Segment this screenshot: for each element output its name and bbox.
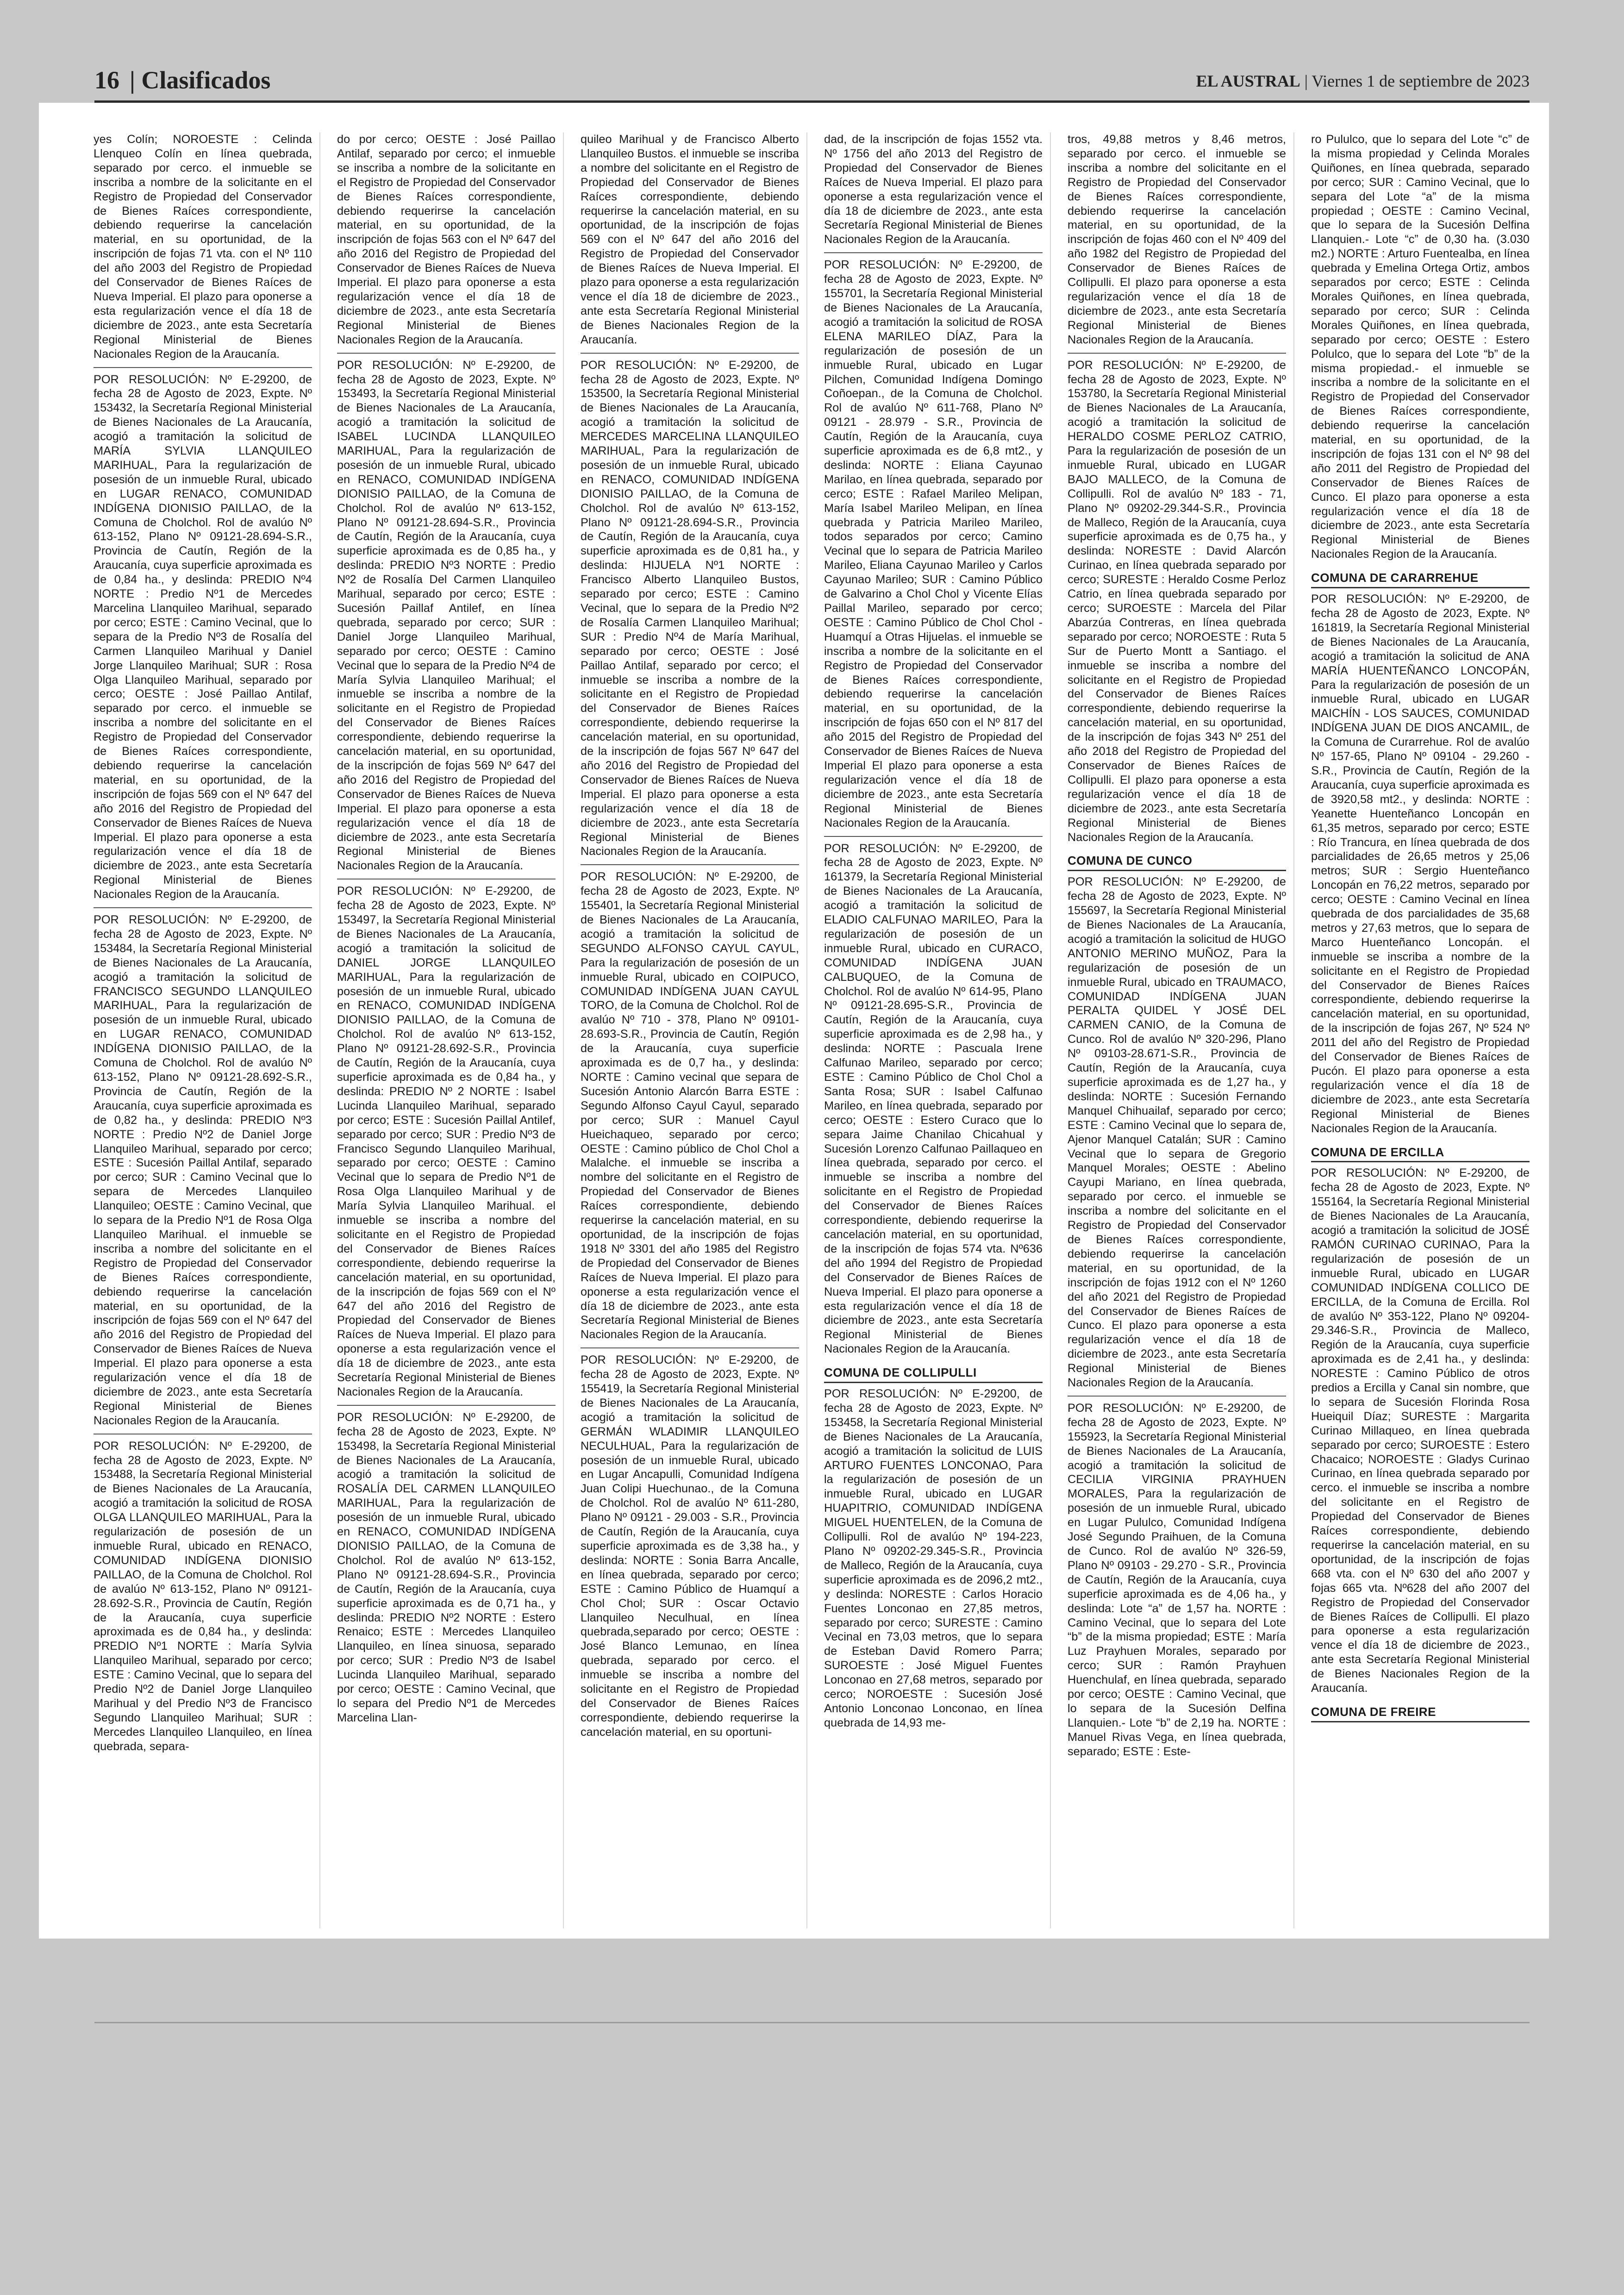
- classifieds-page: [39, 103, 1549, 1939]
- legal-notice: tros, 49,88 metros y 8,46 metros, separado por cerco. el inmueble se inscriba a nombre del solicitante en el Registro de Propiedad del Conservador de Bienes Raíces correspondiente, debiendo requerirse la cancelación material, en su oportunidad, de la inscripción de fojas 460 con el Nº 409 del año 1982 del Registro de Propiedad del Conservador de Bienes Raíces de Collipulli. El plazo para oponerse a esta regularización vence el día 18 de diciembre de 2023., ante esta Secretaría Regional Ministerial de Bienes Nacionales Region de la Araucanía.: [1068, 133, 1286, 346]
- column-6: [1311, 132, 1530, 1928]
- newspaper-name: EL AUSTRAL: [1196, 72, 1300, 90]
- legal-notice: POR RESOLUCIÓN: Nº E-29200, de fecha 28 de Agosto de 2023, Expte. Nº 155701, la Secretaría Regional Ministerial de Bienes Nacionales de La Araucanía, acogió a tramitación la solicitud de ROSA ELENA MARILEO DÍAZ, Para la regularización de posesión de un inmueble Rural, ubicado en Lugar Pilchen, Comunidad Indígena Domingo Coñoepan., de la Comuna de Cholchol. Rol de avalúo Nº 611-768, Plano Nº 09121 - 28.979 - S.R., Provincia de Cautín, Región de la Araucanía, cuya superficie aproximada es de 6,8 mt2., y deslinda: NORTE : Eliana Cayunao Marilao, en línea quebrada, separado por cerco; ESTE : Rafael Marileo Melipan, María Isabel Marileo Melipan, en línea quebrada y Patricia Marileo Marileo, todos separados por cerco; Camino Vecinal que lo separa de Patricia Marileo Marileo, Eliana Cayunao Marileo y Carlos Cayunao Marileo; SUR : Camino Público de Galvarino a Chol Chol y Vicente Elías Paillal Marileo, separado por cerco; OESTE : Camino Público de Chol Chol - Huamquí a Otras Hijuelas. el inmueble se inscriba a nombre de la solicitante en el Registro de Propiedad del Conservador de Bienes Raíces correspondiente, debiendo requerirse la cancelación material, en su oportunidad, de la inscripción de fojas 650 con el Nº 817 del año 2015 del Registro de Propiedad del Conservador de Bienes Raíces de Nueva Imperial El plazo para oponerse a esta regularización vence el día 18 de diciembre de 2023., ante esta Secretaría Regional Ministerial de Bienes Nacionales Region de la Araucanía.: [824, 258, 1043, 829]
- column-4: [824, 132, 1043, 1928]
- column-3: [581, 132, 799, 1928]
- legal-notice: POR RESOLUCIÓN: Nº E-29200, de fecha 28 de Agosto de 2023, Expte. Nº 153458, la Secretaría Regional Ministerial de Bienes Nacionales de La Araucanía, acogió a tramitación la solicitud de LUIS ARTURO FUENTES LONCONAO, Para la regularización de posesión de un inmueble Rural, ubicado en LUGAR HUAPITRIO, COMUNIDAD INDÍGENA MIGUEL HUENTELEN, de la Comuna de Collipulli. Rol de avalúo Nº 194-223, Plano Nº 09202-29.345-S.R., Provincia de Malleco, Región de la Araucanía, cuya superficie aproximada es de 2096,2 mt2., y deslinda: NORESTE : Carlos Horacio Fuentes Lonconao en 27,85 metros, separado por cerco; SURESTE : Camino Vecinal en 73,03 metros, que lo separa de Esteban David Romero Parra; SUROESTE : José Miguel Fuentes Lonconao en 27,68 metros, separado por cerco; NOROESTE : Sucesión José Antonio Lonconao Lonconao, en línea quebrada de 14,93 me-: [824, 1387, 1043, 1729]
- legal-notice: POR RESOLUCIÓN: Nº E-29200, de fecha 28 de Agosto de 2023, Expte. Nº 153432, la Secretaría Regional Ministerial de Bienes Nacionales de La Araucanía, acogió a tramitación la solicitud de MARÍA SYLVIA LLANQUILEO MARIHUAL, Para la regularización de posesión de un inmueble Rural, ubicado en LUGAR RENACO, COMUNIDAD INDÍGENA DIONISIO PAILLAO, de la Comuna de Cholchol. Rol de avalúo Nº 613-152, Plano Nº 09121-28.694-S.R., Provincia de Cautín, Región de la Araucanía, cuya superficie aproximada es de 0,84 ha., y deslinda: PREDIO Nº4 NORTE : Predio Nº1 de Mercedes Marcelina Llanquileo Marihual, separado por cerco; ESTE : Camino Vecinal, que lo separa de la Predio Nº3 de Rosalía del Carmen Llanquileo Marihual y Daniel Jorge Llanquileo Marihual; SUR : Rosa Olga Llanquileo Marihual, separado por cerco; OESTE : José Paillao Antilaf, separado por cerco. el inmueble se inscriba a nombre del solicitante en el Registro de Propiedad del Conservador de Bienes Raíces correspondiente, debiendo requerirse la cancelación material, en su oportunidad, de la inscripción de fojas 569 con el Nº 647 del año 2016 del Registro de Propiedad del Conservador de Bienes Raíces de Nueva Imperial. El plazo para oponerse a esta regularización vence el día 18 de diciembre de 2023., ante esta Secretaría Regional Ministerial de Bienes Nacionales Region de la Araucanía.: [94, 373, 312, 901]
- legal-notice: POR RESOLUCIÓN: Nº E-29200, de fecha 28 de Agosto de 2023, Expte. Nº 153484, la Secretaría Regional Ministerial de Bienes Nacionales de La Araucanía, acogió a tramitación la solicitud de FRANCISCO SEGUNDO LLANQUILEO MARIHUAL, Para la regularización de posesión de un inmueble Rural, ubicado en LUGAR RENACO, COMUNIDAD INDÍGENA DIONISIO PAILLAO, de la Comuna de Cholchol. Rol de avalúo Nº 613-152, Plano Nº 09121-28.692-S.R., Provincia de Cautín, Región de la Araucanía, cuya superficie aproximada es de 0,82 ha., y deslinda: PREDIO Nº3 NORTE : Predio Nº2 de Daniel Jorge Llanquileo Marihual, separado por cerco; ESTE : Sucesión Paillal Antilaf, separado por cerco; SUR : Camino Vecinal que lo separa de Mercedes Llanquileo Llanquileo; OESTE : Camino Vecinal, que lo separa de la Predio Nº1 de Rosa Olga Llanquileo Marihual. el inmueble se inscriba a nombre del solicitante en el Registro de Propiedad del Conservador de Bienes Raíces correspondiente, debiendo requerirse la cancelación material, en su oportunidad, de la inscripción de fojas 569 con el Nº 647 del año 2016 del Registro de Propiedad del Conservador de Bienes Raíces de Nueva Imperial. El plazo para oponerse a esta regularización vence el día 18 de diciembre de 2023., ante esta Secretaría Regional Ministerial de Bienes Nacionales Region de la Araucanía.: [94, 913, 312, 1427]
- comuna-heading: COMUNA DE FREIRE: [1311, 1698, 1530, 1722]
- section-name: Clasificados: [141, 66, 271, 94]
- notice-separator: [337, 353, 556, 354]
- masthead-date: EL AUSTRAL | Viernes 1 de septiembre de 2023: [1196, 72, 1530, 90]
- legal-notice: POR RESOLUCIÓN: Nº E-29200, de fecha 28 de Agosto de 2023, Expte. Nº 153493, la Secretaría Regional Ministerial de Bienes Nacionales de La Araucanía, acogió a tramitación la solicitud de ISABEL LUCINDA LLANQUILEO MARIHUAL, Para la regularización de posesión de un inmueble Rural, ubicado en RENACO, COMUNIDAD INDÍGENA DIONISIO PAILLAO, de la Comuna de Cholchol. Rol de avalúo Nº 613-152, Plano Nº 09121-28.694-S.R., Provincia de Cautín, Región de la Araucanía, cuya superficie aproximada es de 0,85 ha., y deslinda: PREDIO Nº3 NORTE : Predio Nº2 de Rosalía Del Carmen Llanquileo Marihual, separado por cerco; ESTE : Sucesión Paillaf Antilef, en línea quebrada, separado por cerco; SUR : Daniel Jorge Llanquileo Marihual, separado por cerco; OESTE : Camino Vecinal que lo separa de la Predio Nº4 de María Sylvia Llanquileo Marihual; el inmueble se inscriba a nombre de la solicitante en el Registro de Propiedad del Conservador de Bienes Raíces correspondiente, debiendo requerirse la cancelación material, en su oportunidad, de la inscripción de fojas 569 Nº 647 del año 2016 del Registro de Propiedad del Conservador de Bienes Raíces de Nueva Imperial. El plazo para oponerse a esta regularización vence el día 18 de diciembre de 2023., ante esta Secretaría Regional Ministerial de Bienes Nacionales Region de la Araucanía.: [337, 358, 556, 873]
- legal-notice: POR RESOLUCIÓN: Nº E-29200, de fecha 28 de Agosto de 2023, Expte. Nº 153498, la Secretaría Regional Ministerial de Bienes Nacionales de La Araucanía, acogió a tramitación la solicitud de ROSALÍA DEL CARMEN LLANQUILEO MARIHUAL, Para la regularización de posesión de un inmueble Rural, ubicado en RENACO, COMUNIDAD INDÍGENA DIONISIO PAILLAO, de la Comuna de Cholchol. Rol de avalúo Nº 613-152, Plano Nº 09121-28.694-S.R., Provincia de Cautín, Región de la Araucanía, cuya superficie aproximada es de 0,71 ha., y deslinda: PREDIO Nº2 NORTE : Estero Renaico; ESTE : Mercedes Llanquileo Llanquileo, en línea sinuosa, separado por cerco; SUR : Predio Nº3 de Isabel Lucinda Llanquileo Marihual, separado por cerco; OESTE : Camino Vecinal, que lo separa del Predio Nº1 de Mercedes Marcelina Llan-: [337, 1410, 556, 1724]
- page-number: 16: [94, 66, 119, 94]
- legal-notice: POR RESOLUCIÓN: Nº E-29200, de fecha 28 de Agosto de 2023, Expte. Nº 155923, la Secretaría Regional Ministerial de Bienes Nacionales de La Araucanía, acogió a tramitación la solicitud de CECILIA VIRGINIA PRAYHUEN MORALES, Para la regularización de posesión de un inmueble Rural, ubicado en Lugar Pululco, Comunidad Indígena José Segundo Praihuen, de la Comuna de Cunco. Rol de avalúo Nº 326-59, Plano Nº 09103 - 29.270 - S.R., Provincia de Cautín, Región de la Araucanía, cuya superficie aproximada es de 4,06 ha., y deslinda: Lote “a” de 1,57 ha. NORTE : Camino Vecinal, que lo separa del Lote “b” de la misma propiedad; ESTE : María Luz Prayhuen Morales, separado por cerco; SUR : Ramón Prayhuen Huenchulaf, en línea quebrada, separado por cerco; OESTE : Camino Vecinal, que lo separa de la Sucesión Delfina Llanquien.- Lote “b” de 2,19 ha. NORTE : Manuel Rivas Vega, en línea quebrada, separado; ESTE : Este-: [1068, 1401, 1286, 1758]
- notice-separator: [94, 907, 312, 908]
- legal-notice: POR RESOLUCIÓN: Nº E-29200, de fecha 28 de Agosto de 2023, Expte. Nº 153488, la Secretaría Regional Ministerial de Bienes Nacionales de La Araucanía, acogió a tramitación la solicitud de ROSA OLGA LLANQUILEO MARIHUAL, Para la regularización de posesión de un inmueble Rural, ubicado en RENACO, COMUNIDAD INDÍGENA DIONISIO PAILLAO, de la Comuna de Cholchol. Rol de avalúo Nº 613-152, Plano Nº 09121-28.692-S.R., Provincia de Cautín, Región de la Araucanía, cuya superficie aproximada es de 0,84 ha., y deslinda: PREDIO Nº1 NORTE : María Sylvia Llanquileo Marihual, separado por cerco; ESTE : Camino Vecinal, que lo separa del Predio Nº2 de Daniel Jorge Llanquileo Marihual y del Predio Nº3 de Francisco Segundo Llanquileo Marihual; SUR : Mercedes Llanquileo Llanquileo, en línea quebrada, separa-: [94, 1439, 312, 1753]
- legal-notice: POR RESOLUCIÓN: Nº E-29200, de fecha 28 de Agosto de 2023, Expte. Nº 153500, la Secretaría Regional Ministerial de Bienes Nacionales de La Araucanía, acogió a tramitación la solicitud de MERCEDES MARCELINA LLANQUILEO MARIHUAL, Para la regularización de posesión de un inmueble Rural, ubicado en RENACO, COMUNIDAD INDÍGENA DIONISIO PAILLAO, de la Comuna de Cholchol. Rol de avalúo Nº 613-152, Plano Nº 09121-28.694-S.R., Provincia de Cautín, Región de la Araucanía, cuya superficie aproximada es de 0,81 ha., y deslinda: HIJUELA Nº1 NORTE : Francisco Alberto Llanquileo Bustos, separado por cerco; ESTE : Camino Vecinal, que lo separa de la Predio Nº2 de Rosalía Carmen Llanquileo Marihual; SUR : Predio Nº4 de María Marihual, separado por cerco; OESTE : José Paillao Antilaf, separado por cerco; el inmueble se inscriba a nombre de la solicitante en el Registro de Propiedad del Conservador de Bienes Raíces correspondiente, debiendo requerirse la cancelación material, en su oportunidad, de la inscripción de fojas 567 Nº 647 del año 2016 del Registro de Propiedad del Conservador de Bienes Raíces de Nueva Imperial. El plazo para oponerse a esta regularización vence el día 18 de diciembre de 2023., ante esta Secretaría Regional Ministerial de Bienes Nacionales Region de la Araucanía.: [581, 358, 799, 858]
- section-title: | Clasificados: [130, 66, 271, 94]
- column-1: [94, 132, 312, 1928]
- legal-notice: POR RESOLUCIÓN: Nº E-29200, de fecha 28 de Agosto de 2023, Expte. Nº 153497, la Secretaría Regional Ministerial de Bienes Nacionales de La Araucanía, acogió a tramitación la solicitud de DANIEL JORGE LLANQUILEO MARIHUAL, Para la regularización de posesión de un inmueble Rural, ubicado en RENACO, COMUNIDAD INDÍGENA DIONISIO PAILLAO, de la Comuna de Cholchol. Rol de avalúo Nº 613-152, Plano Nº 09121-28.692-S.R., Provincia de Cautín, Región de la Araucanía, cuya superficie aproximada es de 0,84 ha., y deslinda: PREDIO Nº 2 NORTE : Isabel Lucinda Llanquileo Marihual, separado por cerco; ESTE : Sucesión Paillal Antilef, separado por cerco; SUR : Predio Nº3 de Francisco Segundo Llanquileo Marihual, separado por cerco; OESTE : Camino Vecinal que lo separa de Predio Nº1 de Rosa Olga Llanquileo Marihual y de María Sylvia Llanquileo Marihual. el inmueble se inscriba a nombre del solicitante en el Registro de Propiedad del Conservador de Bienes Raíces correspondiente, debiendo requerirse la cancelación material, en su oportunidad, de la inscripción de fojas 569 con el Nº 647 del año 2016 del Registro de Propiedad del Conservador de Bienes Raíces de Nueva Imperial. El plazo para oponerse a esta regularización vence el día 18 de diciembre de 2023., ante esta Secretaría Regional Ministerial de Bienes Nacionales Region de la Araucanía.: [337, 885, 556, 1398]
- column-5: [1068, 132, 1286, 1928]
- notice-separator: [824, 252, 1043, 253]
- column-2: [337, 132, 556, 1928]
- comuna-heading: COMUNA DE ERCILLA: [1311, 1139, 1530, 1163]
- column-divider: [806, 132, 807, 1928]
- issue-date: Viernes 1 de septiembre de 2023: [1312, 72, 1530, 90]
- notice-separator: [581, 1347, 799, 1348]
- column-divider: [1050, 132, 1051, 1928]
- column-divider: [563, 132, 564, 1928]
- legal-notice: POR RESOLUCIÓN: Nº E-29200, de fecha 28 de Agosto de 2023, Expte. Nº 155164, la Secretaría Regional Ministerial de Bienes Nacionales de La Araucanía, acogió a tramitación la solicitud de JOSÉ RAMÓN CURINAO CURINAO, Para la regularización de posesión de un inmueble Rural, ubicado en LUGAR COMUNIDAD INDÍGENA COLLICO DE ERCILLA, de la Comuna de Ercilla. Rol de avalúo Nº 353-122, Plano Nº 09204-29.346-S.R., Provincia de Malleco, Región de la Araucanía, cuya superficie aproximada es de 2,41 ha., y deslinda: NORESTE : Camino Público de otros predios a Ercilla y Canal sin nombre, que lo separa de Sucesión Florinda Rosa Hueiquil Díaz; SURESTE : Margarita Curinao Millaqueo, en línea quebrada separado por cerco; SUROESTE : Estero Chacaico; NOROESTE : Gladys Curinao Curinao, en línea quebrada separado por cerco. el inmueble se inscriba a nombre del solicitante en el Registro de Propiedad del Conservador de Bienes Raíces correspondiente, debiendo requerirse la cancelación material, en su oportunidad, de la inscripción de fojas 668 vta. con el Nº 630 del año 2007 y fojas 665 vta. Nº628 del año 2007 del Registro de Propiedad del Conservador de Bienes Raíces de Collipulli. El plazo para oponerse a esta regularización vence el día 18 de diciembre de 2023., ante esta Secretaría Regional Ministerial de Bienes Nacionales Region de la Araucanía.: [1311, 1166, 1530, 1695]
- notice-separator: [1068, 1396, 1286, 1397]
- column-divider: [319, 132, 320, 1928]
- comuna-heading: COMUNA DE CARARREHUE: [1311, 564, 1530, 588]
- legal-notice: yes Colín; NOROESTE : Celinda Llenqueo Colín en línea quebrada, separado por cerco. el inmueble se inscriba a nombre de la solicitante en el Registro de Propiedad del Conservador de Bienes Raíces correspondiente, debiendo requerirse la cancelación material, en su oportunidad, de la inscripción de fojas 71 vta. con el Nº 110 del año 2003 del Registro de Propiedad del Conservador de Bienes Raíces de Nueva Imperial. El plazo para oponerse a esta regularización vence el día 18 de diciembre de 2023., ante esta Secretaría Regional Ministerial de Bienes Nacionales Region de la Araucanía.: [94, 133, 312, 361]
- legal-notice: do por cerco; OESTE : José Paillao Antilaf, separado por cerco; el inmueble se inscriba a nombre de la solicitante en el Registro de Propiedad del Conservador de Bienes Raíces correspondiente, debiendo requerirse la cancelación material, en su oportunidad, de la inscripción de fojas 563 con el Nº 647 del año 2016 del Registro de Propiedad del Conservador de Bienes Raíces de Nueva Imperial. El plazo para oponerse a esta regularización vence el día 18 de diciembre de 2023., ante esta Secretaría Regional Ministerial de Bienes Nacionales Region de la Araucanía.: [337, 133, 556, 346]
- legal-notice: POR RESOLUCIÓN: Nº E-29200, de fecha 28 de Agosto de 2023, Expte. Nº 161819, la Secretaría Regional Ministerial de Bienes Nacionales de La Araucanía, acogió a tramitación la solicitud de ANA MARÍA HUENTEÑANCO LONCOPÁN, Para la regularización de posesión de un inmueble Rural, ubicado en LUGAR MAICHÍN - LOS SAUCES, COMUNIDAD INDÍGENA JUAN DE DIOS ANCAMIL, de la Comuna de Curarrehue. Rol de avalúo Nº 157-65, Plano Nº 09104 - 29.260 - S.R., Provincia de Cautín, Región de la Araucanía, cuya superficie aproximada es de 3920,58 mt2., y deslinda: NORTE : Yeanette Huenteñanco Loncopán en 61,35 metros, separado por cerco; ESTE : Río Trancura, en línea quebrada de dos parcialidades de 26,65 metros y 25,06 metros; SUR : Sergio Huenteñanco Loncopán en 76,22 metros, separado por cerco; OESTE : Camino Vecinal en línea quebrada de dos parcialidades de 35,68 metros y 27,63 metros, que lo separa de Marco Huenteñanco Loncopán. el inmueble se inscriba a nombre de la solicitante en el Registro de Propiedad del Conservador de Bienes Raíces correspondiente, debiendo requerirse la cancelación material, en su oportunidad, de la inscripción de fojas 267, Nº 524 Nº 2011 del año del Registro de Propiedad del Conservador de Bienes Raíces de Pucón. El plazo para oponerse a esta regularización vence el día 18 de diciembre de 2023., ante esta Secretaría Regional Ministerial de Bienes Nacionales Region de la Araucanía.: [1311, 592, 1530, 1135]
- notice-separator: [581, 864, 799, 865]
- column-divider: [1293, 132, 1294, 1928]
- legal-notice: quileo Marihual y de Francisco Alberto Llanquileo Bustos. el inmueble se inscriba a nombre del solicitante en el Registro de Propiedad del Conservador de Bienes Raíces correspondiente, debiendo requerirse la cancelación material, en su oportunidad, de la inscripción de fojas 569 con el Nº 647 del año 2016 del Registro de Propiedad del Conservador de Bienes Raíces de Nueva Imperial. El plazo para oponerse a esta regularización vence el día 18 de diciembre de 2023., ante esta Secretaría Regional Ministerial de Bienes Nacionales Region de la Araucanía.: [581, 133, 799, 346]
- comuna-heading: COMUNA DE COLLIPULLI: [824, 1359, 1043, 1383]
- legal-notice: dad, de la inscripción de fojas 1552 vta. Nº 1756 del año 2013 del Registro de Propiedad del Conservador de Bienes Raíces de Nueva Imperial. El plazo para oponerse a esta regularización vence el día 18 de diciembre de 2023., ante esta Secretaría Regional Ministerial de Bienes Nacionales Region de la Araucanía.: [824, 133, 1043, 246]
- notice-separator: [337, 1405, 556, 1406]
- notice-separator: [1068, 353, 1286, 354]
- legal-notice: ro Pululco, que lo separa del Lote “c” de la misma propiedad y Celinda Morales Quiñones, en línea quebrada, separado por cerco; SUR : Camino Vecinal, que lo separa del Lote “a” de la misma propiedad ; OESTE : Camino Vecinal, que lo separa de la Sucesión Delfina Llanquien.- Lote “c” de 0,30 ha. (3.030 m2.) NORTE : Arturo Fuentealba, en línea quebrada y Emelina Ortega Ortiz, ambos separados por cerco; ESTE : Celinda Morales Quiñones, en línea quebrada, separado por cerco; SUR : Celinda Morales Quiñones, en línea quebrada, separado por cerco; OESTE : Estero Polulco, que lo separa del Lote “b” de la misma propiedad.- el inmueble se inscriba a nombre de la solicitante en el Registro de Propiedad del Conservador de Bienes Raíces correspondiente, debiendo requerirse la cancelación material, en su oportunidad, de la inscripción de fojas 131 con el Nº 98 del año 2011 del Registro de Propiedad del Conservador de Bienes Raíces de Cunco. El plazo para oponerse a esta regularización vence el día 18 de diciembre de 2023., ante esta Secretaría Regional Ministerial de Bienes Nacionales Region de la Araucanía.: [1311, 133, 1530, 561]
- legal-notice: POR RESOLUCIÓN: Nº E-29200, de fecha 28 de Agosto de 2023, Expte. Nº 161379, la Secretaría Regional Ministerial de Bienes Nacionales de La Araucanía, acogió a tramitación la solicitud de ELADIO CALFUNAO MARILEO, Para la regularización de posesión de un inmueble Rural, ubicado en CURACO, COMUNIDAD INDÍGENA JUAN CALBUQUEO, de la Comuna de Cholchol. Rol de avalúo Nº 614-95, Plano Nº 09121-28.695-S.R., Provincia de Cautín, Región de la Araucanía, cuya superficie aproximada es de 2,98 ha., y deslinda: NORTE : Pascuala Irene Calfunao Marileo, separado por cerco; ESTE : Camino Público de Chol Chol a Santa Rosa; SUR : Isabel Calfunao Marileo, en línea quebrada, separado por cerco; OESTE : Estero Curaco que lo separa Jaime Chanilao Chicahual y Sucesión Lorenzo Calfunao Paillaqueo en línea quebrada, separado por cerco. el inmueble se inscriba a nombre del solicitante en el Registro de Propiedad del Conservador de Bienes Raíces correspondiente, debiendo requerirse la cancelación material, en su oportunidad, de la inscripción de fojas 574 vta. Nº636 del año 1994 del Registro de Propiedad del Conservador de Bienes Raíces de Nueva Imperial. El plazo para oponerse a esta regularización vence el día 18 de diciembre de 2023., ante esta Secretaría Regional Ministerial de Bienes Nacionales Region de la Araucanía.: [824, 842, 1043, 1356]
- legal-notice: POR RESOLUCIÓN: Nº E-29200, de fecha 28 de Agosto de 2023, Expte. Nº 155419, la Secretaría Regional Ministerial de Bienes Nacionales de La Araucanía, acogió a tramitación la solicitud de GERMÁN WLADIMIR LLANQUILEO NECULHUAL, Para la regularización de posesión de un inmueble Rural, ubicado en Lugar Ancapulli, Comunidad Indígena Juan Colipi Huechunao., de la Comuna de Cholchol. Rol de avalúo Nº 611-280, Plano Nº 09121 - 29.003 - S.R., Provincia de Cautín, Región de la Araucanía, cuya superficie aproximada es de 3,38 ha., y deslinda: NORTE : Sonia Barra Ancalle, en línea quebrada, separado por cerco; ESTE : Camino Público de Huamquí a Chol Chol; SUR : Oscar Octavio Llanquileo Neculhual, en línea quebrada,separado por cerco; OESTE : José Blanco Lemunao, en línea quebrada, separado por cerco. el inmueble se inscriba a nombre del solicitante en el Registro de Propiedad del Conservador de Bienes Raíces correspondiente, debiendo requerirse la cancelación material, en su oportuni-: [581, 1353, 799, 1739]
- legal-notice: POR RESOLUCIÓN: Nº E-29200, de fecha 28 de Agosto de 2023, Expte. Nº 155697, la Secretaría Regional Ministerial de Bienes Nacionales de La Araucanía, acogió a tramitación la solicitud de HUGO ANTONIO MERINO MUÑOZ, Para la regularización de posesión de un inmueble Rural, ubicado en TRAUMACO, COMUNIDAD INDÍGENA JUAN PERALTA QUIDEL Y JOSÉ DEL CARMEN CANIO, de la Comuna de Cunco. Rol de avalúo Nº 320-296, Plano Nº 09103-28.671-S.R., Provincia de Cautín, Región de la Araucanía, cuya superficie aproximada es de 1,27 ha., y deslinda: NORTE : Sucesión Fernando Manquel Chihuailaf, separado por cerco; ESTE : Camino Vecinal que lo separa de, Ajenor Manquel Catalán; SUR : Camino Vecinal que lo separa de Gregorio Manquel Morales; OESTE : Abelino Cayupi Mariano, en línea quebrada, separado por cerco. el inmueble se inscriba a nombre del solicitante en el Registro de Propiedad del Conservador de Bienes Raíces correspondiente, debiendo requerirse la cancelación material, en su oportunidad, de la inscripción de fojas 1912 con el Nº 1260 del año 2021 del Registro de Propiedad del Conservador de Bienes Raíces de Cunco. El plazo para oponerse a esta regularización vence el día 18 de diciembre de 2023., ante esta Secretaría Regional Ministerial de Bienes Nacionales Region de la Araucanía.: [1068, 875, 1286, 1390]
- page-header: [94, 61, 1530, 103]
- notice-separator: [581, 353, 799, 354]
- notice-separator: [824, 836, 1043, 837]
- comuna-heading: COMUNA DE CUNCO: [1068, 847, 1286, 871]
- legal-notice: POR RESOLUCIÓN: Nº E-29200, de fecha 28 de Agosto de 2023, Expte. Nº 153780, la Secretaría Regional Ministerial de Bienes Nacionales de La Araucanía, acogió a tramitación la solicitud de HERALDO COSME PERLOZ CATRIO, Para la regularización de posesión de un inmueble Rural, ubicado en LUGAR BAJO MALLECO, de la Comuna de Collipulli. Rol de avalúo Nº 183 - 71, Plano Nº 09202-29.344-S.R., Provincia de Malleco, Región de la Araucanía, cuya superficie aproximada es de 0,75 ha., y deslinda: NORESTE : David Alarcón Curinao, en línea quebrada separado por cerco; SURESTE : Heraldo Cosme Perloz Catrio, en línea quebrada separado por cerco; SUROESTE : Marcela del Pilar Abarzúa Contreras, en línea quebrada separado por cerco; NOROESTE : Ruta 5 Sur de Puerto Montt a Santiago. el inmueble se inscriba a nombre del solicitante en el Registro de Propiedad del Conservador de Bienes Raíces correspondiente, debiendo requerirse la cancelación material, en su oportunidad, de la inscripción de fojas 343 Nº 251 del año 2018 del Registro de Propiedad del Conservador de Bienes Raíces de Collipulli. El plazo para oponerse a esta regularización vence el día 18 de diciembre de 2023., ante esta Secretaría Regional Ministerial de Bienes Nacionales Region de la Araucanía.: [1068, 358, 1286, 844]
- legal-notice: POR RESOLUCIÓN: Nº E-29200, de fecha 28 de Agosto de 2023, Expte. Nº 155401, la Secretaría Regional Ministerial de Bienes Nacionales de La Araucanía, acogió a tramitación la solicitud de SEGUNDO ALFONSO CAYUL CAYUL, Para la regularización de posesión de un inmueble Rural, ubicado en COIPUCO, COMUNIDAD INDÍGENA JUAN CAYUL TORO, de la Comuna de Cholchol. Rol de avalúo Nº 710 - 378, Plano Nº 09101-28.693-S.R., Provincia de Cautín, Región de la Araucanía, cuya superficie aproximada es de 0,7 ha., y deslinda: NORTE : Camino vecinal que separa de Sucesión Antonio Alarcón Barra ESTE : Segundo Alfonso Cayul Cayul, separado por cerco; SUR : Manuel Cayul Hueichaqueo, separado por cerco; OESTE : Camino público de Chol Chol a Malalche. el inmueble se inscriba a nombre del solicitante en el Registro de Propiedad del Conservador de Bienes Raíces correspondiente, debiendo requerirse la cancelación material, en su oportunidad, de la inscripción de fojas 1918 Nº 3301 del año 1985 del Registro de Propiedad del Conservador de Bienes Raíces de Nueva Imperial. El plazo para oponerse a esta regularización vence el día 18 de diciembre de 2023., ante esta Secretaría Regional Ministerial de Bienes Nacionales Region de la Araucanía.: [581, 870, 799, 1341]
- notice-separator: [94, 367, 312, 368]
- footer-rule: [94, 2022, 1530, 2023]
